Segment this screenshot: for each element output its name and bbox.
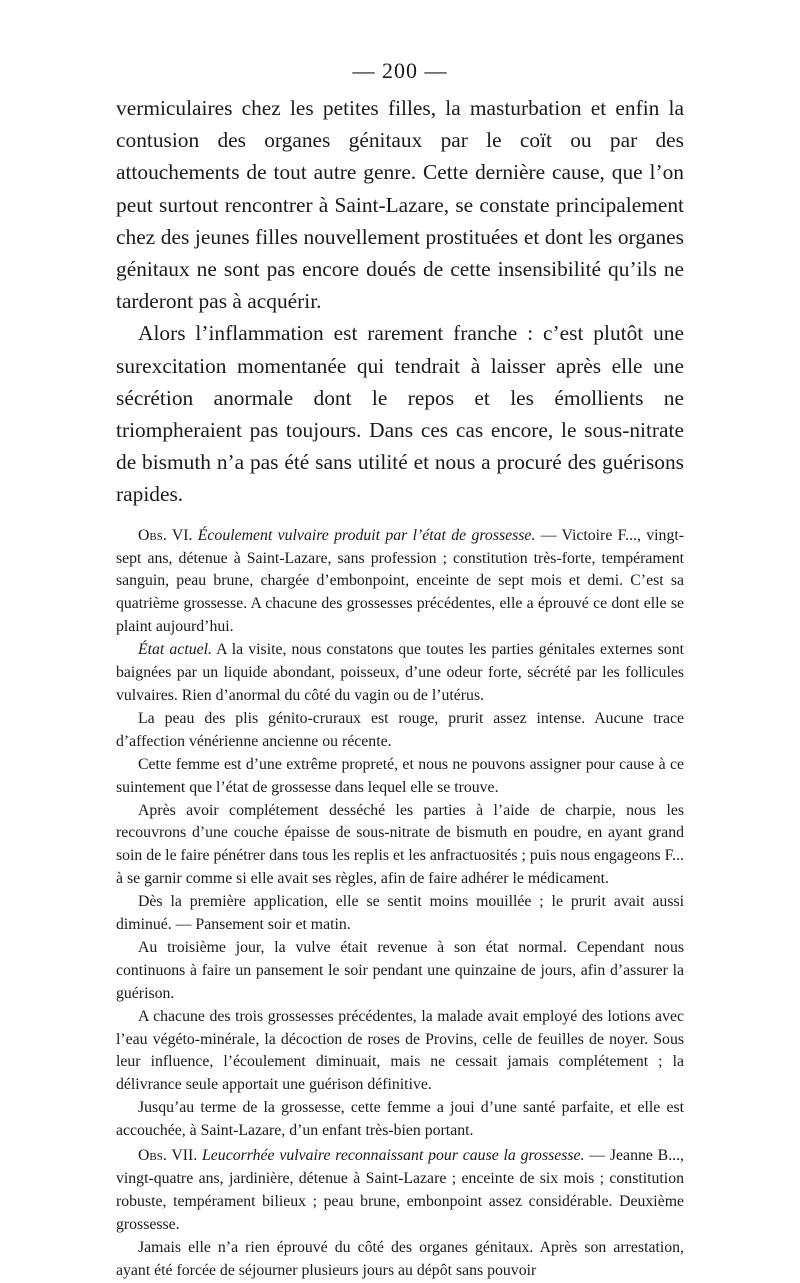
observation-6-number: Obs. VI. (138, 526, 193, 544)
observation-6-header (116, 525, 684, 640)
main-text (116, 92, 684, 511)
observation-7-paragraph-2: Jamais elle n’a rien éprouvé du côté des organes génitaux. Après son arrestation, ayant été forcée de séjourner plusieurs jours au dépôt sans pouvoir (116, 1238, 684, 1279)
observation-6-paragraph-6: Dès la première application, elle se sentit moins mouillée ; le prurit avait aussi diminué. — Pansement soir et matin. (116, 893, 684, 934)
paragraph-2: Alors l’inflammation est rarement franche : c’est plutôt une surexcitation momentanée qui tendrait à laisser après elle une sécrétion anormale dont le repos et les émollients ne triompheraient pas toujours. Dans ces cas encore, le sous-nitrate de bismuth n’a pas été sans utilité et nous a procuré des guérisons rapides. (116, 321, 684, 507)
etat-actuel-text: A la visite, nous constatons que toutes les parties génitales externes sont baignées par un liquide abondant, poisseux, d’une odeur forte, sécrété par les follicules vulvaires. Rien d’anormal du côté du vagin ou de l’utérus. (116, 641, 684, 704)
observation-6-paragraph-4: Cette femme est d’une extrême propreté, et nous ne pouvons assigner pour cause à ce suintement que l’état de grossesse dans lequel elle se trouve. (116, 755, 684, 796)
observation-7-number: Obs. VII. (138, 1147, 198, 1165)
observation-7-text: — Jeanne B..., vingt-quatre ans, jardinière, détenue à Saint-Lazare ; enceinte de six mois ; constitution robuste, tempérament bilieux ; peau brune, embonpoint assez considérable. Deuxième grossesse. (116, 1147, 684, 1233)
observation-6-paragraph-7: Au troisième jour, la vulve était revenue à son état normal. Cependant nous continuons à faire un pansement le soir pendant une quinzaine de jours, afin d’assurer la guérison. (116, 938, 684, 1002)
observation-6-paragraph-9: Jusqu’au terme de la grossesse, cette femme a joui d’une santé parfaite, et elle est accouchée, à Saint-Lazare, d’un enfant très-bien portant. (116, 1099, 684, 1140)
observation-6-etat (116, 639, 684, 708)
page-number: — 200 — (352, 58, 448, 83)
observation-6-text: — Victoire F..., vingt-sept ans, détenue à Saint-Lazare, sans profession ; constitution très-forte, tempérament sanguin, peau brune, chargée d’embonpoint, enceinte de sept mois et demi. C’est sa quatrième grossesse. A chacune des grossesses précédentes, elle a éprouvé ce dont elle se plaint aujourd’hui. (116, 526, 684, 636)
observation-6-paragraph-5: Après avoir complétement desséché les parties à l’aide de charpie, nous les recouvrons d’une couche épaisse de sous-nitrate de bismuth en poudre, en ayant grand soin de le faire pénétrer dans tous les replis et les anfractuosités ; puis nous engageons F... à se garnir comme si elle avait ses règles, afin de faire adhérer le médicament. (116, 801, 684, 888)
observation-6-title: Écoulement vulvaire produit par l’état de grossesse. (197, 526, 536, 544)
observations (116, 525, 684, 1283)
observation-6-paragraph-3: La peau des plis génito-cruraux est rouge, prurit assez intense. Aucune trace d’affection vénérienne ancienne ou récente. (116, 709, 684, 750)
paragraph-1: vermiculaires chez les petites filles, la masturbation et enfin la contusion des organes génitaux par le coït ou par des attouchements de tout autre genre. Cette dernière cause, que l’on peut surtout rencontrer à Saint-Lazare, se constate principalement chez des jeunes filles nouvellement prostituées et dont les organes génitaux ne sont pas encore doués de cette insensibilité qu’ils ne tarderont pas à acquérir. (116, 96, 684, 314)
observation-7-header (116, 1145, 684, 1237)
etat-actuel-label: État actuel. (138, 641, 212, 659)
observation-7-title: Leucorrhée vulvaire reconnaissant pour cause la grossesse. (202, 1147, 585, 1165)
observation-6-paragraph-8: A chacune des trois grossesses précédentes, la malade avait employé des lotions avec l’eau végéto-minérale, la décoction de roses de Provins, celle de feuilles de noyer. Sous leur influence, l’écoulement diminuait, mais ne cessait jamais complétement ; la délivrance seule apportait une guérison définitive. (116, 1007, 684, 1094)
page (116, 58, 684, 1283)
